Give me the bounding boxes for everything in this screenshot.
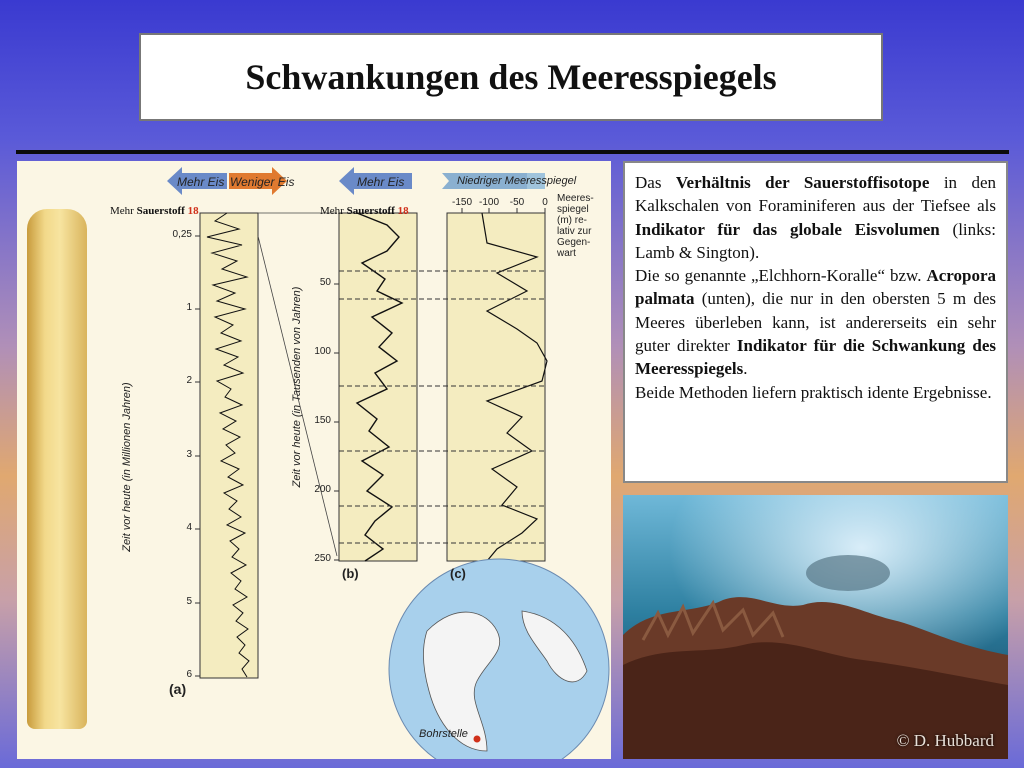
panel-b-frame (339, 213, 417, 561)
label-more-ice-a: Mehr Eis (177, 175, 225, 189)
panel-c-label: (c) (450, 566, 466, 581)
drill-site-label: Bohrstelle (419, 728, 468, 740)
page-title: Schwankungen des Meeresspiegels (245, 57, 777, 97)
coral-photo-image (623, 495, 1008, 759)
photo-credit: © D. Hubbard (896, 731, 994, 750)
label-low-sea-c: Niedriger Meeresspiegel (457, 175, 577, 187)
panel-b-ticks (334, 284, 339, 560)
paragraph-isotopes: Das Verhältnis der Sauerstoffisotope in den Kalkschalen von Foraminiferen aus der Tiefsee als Indikator für das globale Eisvolumen (links: Lamb & Sington). (635, 173, 996, 262)
overlay-oxygen-a: Mehr Sauerstoff 18 (110, 205, 199, 217)
panel-b-ylabel: Zeit vor heute (in Tausenden von Jahren) (291, 286, 303, 488)
panel-c-xticks-marks (462, 208, 545, 213)
description-box (623, 161, 1008, 483)
label-more-ice-b: Mehr Eis (357, 175, 405, 189)
panel-c-frame (447, 213, 545, 561)
panel-a-frame (200, 213, 258, 678)
panel-c-note: Meeres- spiegel (m) re- lativ zur Gegen- wart (557, 193, 594, 259)
panel-a-ticks (195, 236, 200, 676)
coral-photo (623, 495, 1008, 759)
divider (16, 150, 1009, 154)
figure-panel: Mehr Eis Weniger Eis Mehr Eis Niedriger Meeresspiegel Mehr Sauerstoff 18 Mehr Sauerstoff 18 0,25 1 2 3 4 5 6 Zeit vor heute (in Millionen Jahren) (a) 50 100 150 200 250 Zeit vor heute (in Tausenden von Jahren) (b) -150 -100 -50 0 Meeres- spiegel (m) re- lativ zur Gegen- wart (c) Bohrstelle (17, 161, 611, 759)
overlay-oxygen-b: Mehr Sauerstoff 18 (320, 205, 409, 217)
panel-a-ylabel: Zeit vor heute (in Millionen Jahren) (121, 382, 133, 552)
swimmers (806, 555, 890, 591)
label-less-ice-a: Weniger Eis (230, 175, 295, 189)
drill-site-marker (474, 736, 481, 743)
paragraph-conclusion: Beide Methoden liefern praktisch idente Ergebnisse. (635, 382, 992, 402)
paragraph-coral: Die so genannte „Elchhorn-Koralle“ bzw. Acropora palmata (unten), die nur in den obersten 5 m des Meeres überleben kann, ist andererseits ein sehr guter direkter Indikator für die Schwankung des Meeresspiegels. (635, 266, 996, 379)
title-box (139, 33, 883, 121)
figure-diagram (17, 161, 611, 759)
panel-a-label: (a) (169, 681, 187, 697)
panel-b-label: (b) (342, 566, 359, 581)
